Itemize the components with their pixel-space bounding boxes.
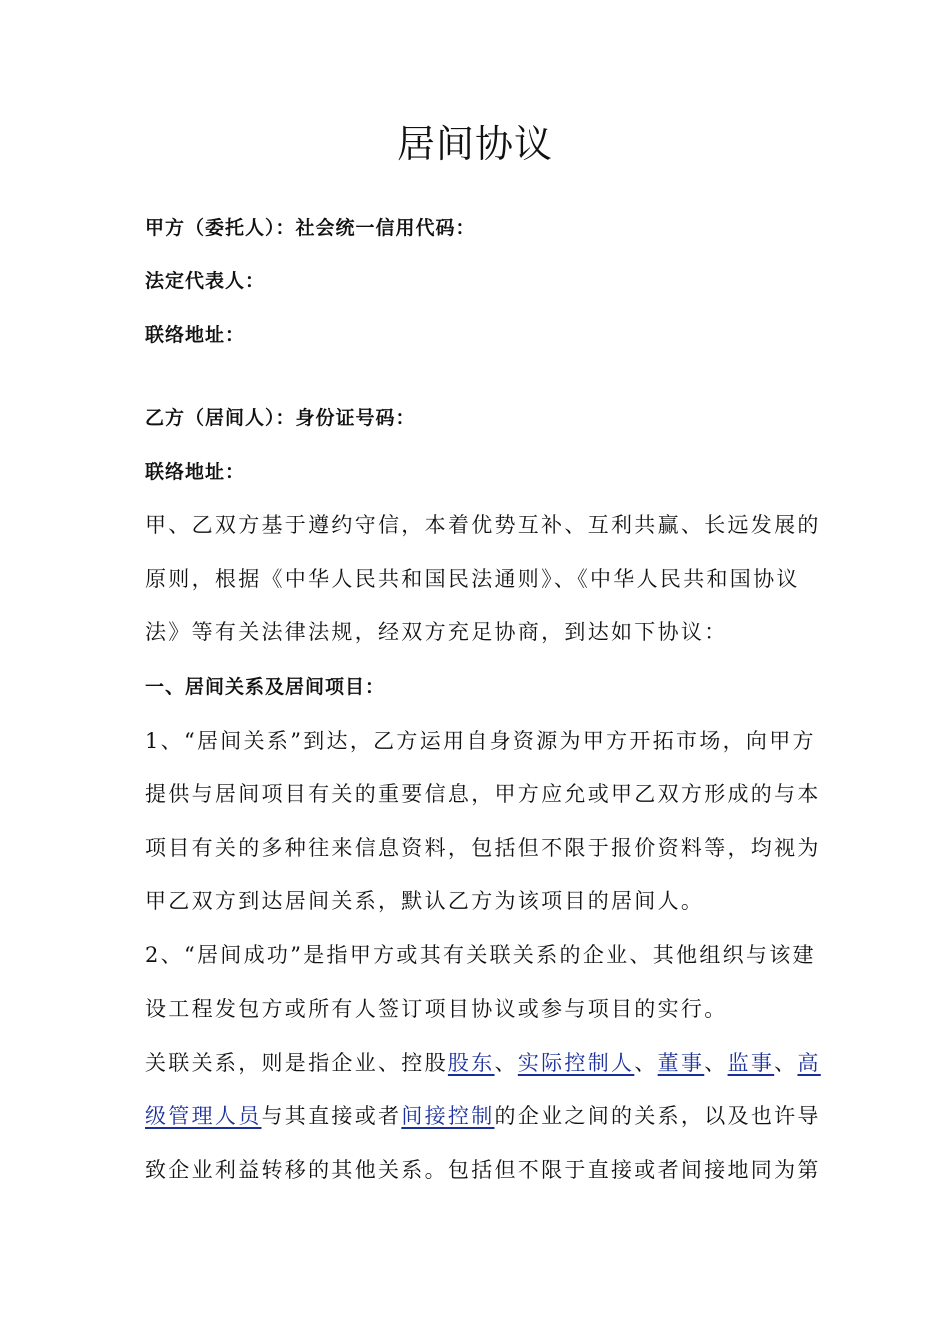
related-text: 的企业之间的关系，以及也许导	[494, 1104, 821, 1128]
separator: 、	[634, 1051, 658, 1075]
document-title: 居间协议	[396, 122, 553, 166]
link-director[interactable]: 董事	[657, 1051, 705, 1075]
related-line-2	[145, 1101, 821, 1131]
section1-heading: 一、居间关系及居间项目：	[145, 676, 386, 698]
link-shareholder[interactable]: 股东	[447, 1051, 495, 1075]
link-senior-management[interactable]: 级管理人员	[145, 1104, 262, 1128]
separator: 、	[704, 1051, 728, 1075]
link-senior-management[interactable]: 高	[797, 1051, 821, 1075]
party-a-label: 甲方（委托人）：社会统一信用代码：	[145, 217, 476, 239]
clause1-line: 项目有关的多种往来信息资料，包括但不限于报价资料等，均视为	[145, 836, 821, 860]
party-b-address: 联络地址：	[145, 461, 246, 483]
preamble-line: 原则，根据《中华人民共和国民法通则》、《中华人民共和国协议	[145, 567, 800, 591]
clause2-line: 设工程发包方或所有人签订项目协议或参与项目的实行。	[145, 997, 728, 1021]
preamble-line: 甲、乙双方基于遵约守信，本着优势互补、互利共赢、长远发展的	[145, 513, 821, 537]
party-a-legal-rep: 法定代表人：	[145, 270, 266, 292]
clause1-line: 1、“居间关系”到达，乙方运用自身资源为甲方开拓市场，向甲方	[145, 729, 816, 753]
link-actual-controller[interactable]: 实际控制人	[517, 1051, 635, 1075]
link-supervisor[interactable]: 监事	[727, 1051, 775, 1075]
clause2-line: 2、“居间成功”是指甲方或其有关联关系的企业、其他组织与该建	[145, 943, 816, 967]
clause1-line: 提供与居间项目有关的重要信息，甲方应允或甲乙双方形成的与本	[145, 782, 821, 806]
separator: 、	[774, 1051, 798, 1075]
link-indirect-control[interactable]: 间接控制	[401, 1104, 495, 1128]
preamble-line: 法》等有关法律法规，经双方充足协商，到达如下协议：	[145, 620, 728, 644]
party-b-label: 乙方（居间人）：身份证号码：	[145, 407, 416, 429]
related-line-3: 致企业利益转移的其他关系。包括但不限于直接或者间接地同为第	[145, 1158, 821, 1182]
party-a-address: 联络地址：	[145, 324, 246, 346]
related-line-1	[145, 1048, 821, 1078]
related-text: 与其直接或者	[261, 1104, 402, 1128]
separator: 、	[494, 1051, 518, 1075]
related-text: 关联关系，则是指企业、控股	[145, 1051, 448, 1075]
clause1-line: 甲乙双方到达居间关系，默认乙方为该项目的居间人。	[145, 889, 705, 913]
